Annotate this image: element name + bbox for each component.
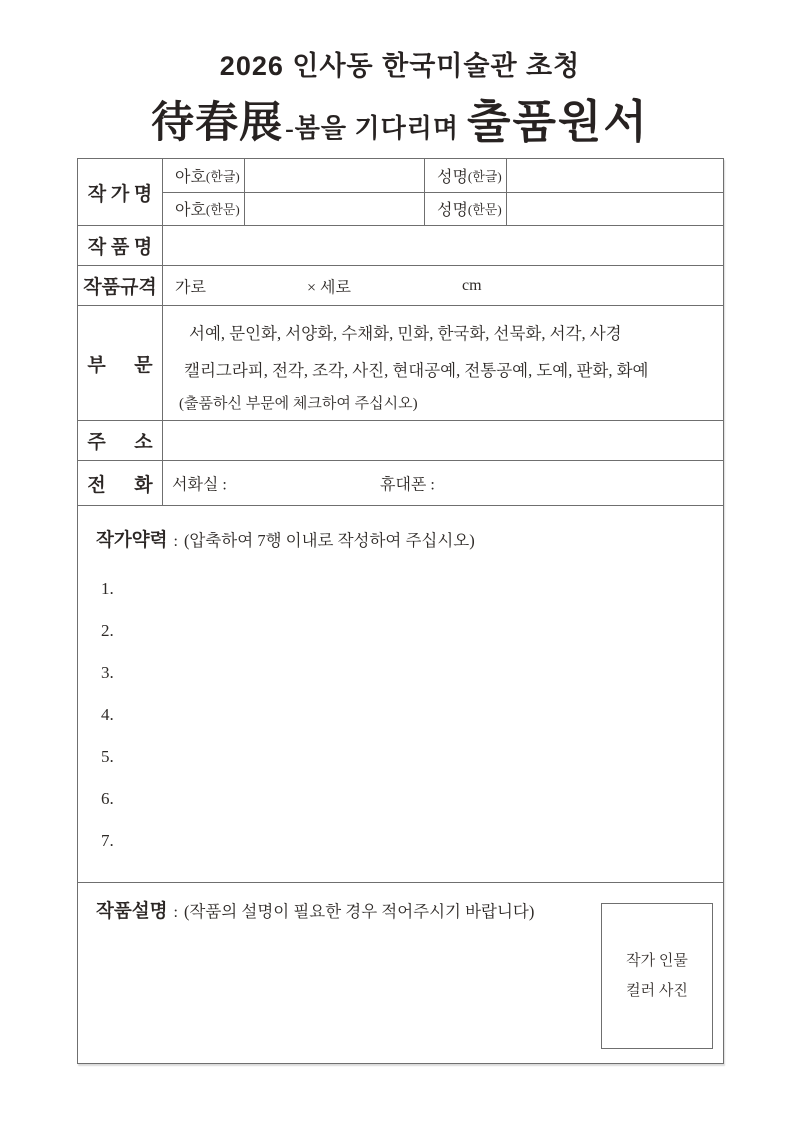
studio-phone-label: 서화실 :	[172, 476, 227, 494]
artist-name-grid	[163, 159, 723, 225]
category-label: 부 문	[78, 306, 163, 420]
width-label: 가로	[175, 279, 206, 296]
work-size-label: 작품규격	[78, 266, 163, 305]
artist-photo-box	[601, 903, 713, 1049]
title-block	[0, 44, 800, 150]
artist-name-label: 작 가 명	[78, 159, 163, 225]
penname-hangul-label	[163, 159, 245, 192]
phone-label: 전 화	[78, 461, 163, 505]
artist-bio-colon: :	[173, 533, 178, 550]
bio-numbered-lines	[96, 568, 723, 862]
bio-line-4: 4.	[101, 705, 114, 724]
title-hanja-daechunjeon: 待春展	[151, 99, 284, 147]
name-label-text: 성명	[437, 168, 468, 186]
address-label: 주 소	[78, 421, 163, 460]
penname-hangul-value	[245, 159, 425, 192]
address-row	[78, 421, 723, 461]
penname-label-text: 아호	[175, 202, 206, 220]
phone-content	[163, 461, 723, 505]
times-height-label: × 세로	[307, 279, 351, 296]
cm-unit-label: cm	[462, 276, 482, 294]
artist-bio-label: 작가약력	[96, 531, 168, 551]
work-title-value	[163, 226, 723, 265]
name-hangul-paren: (한글)	[467, 168, 502, 184]
artist-name-subrow-hangul	[163, 159, 723, 193]
bio-line-7: 7.	[101, 831, 114, 850]
work-description-content	[78, 883, 723, 1065]
penname-hanja-value	[245, 193, 425, 226]
penname-hanja-label	[163, 193, 245, 226]
bio-line-2: 2.	[101, 621, 114, 640]
name-hanja-value	[507, 193, 723, 226]
title-korean-subtitle: -봄을 기다리며	[285, 114, 459, 143]
penname-hangul-paren: (한글)	[205, 168, 240, 184]
bio-line-1: 1.	[101, 579, 114, 598]
name-hangul-label	[425, 159, 507, 192]
artist-bio-row	[78, 506, 723, 883]
category-check-note: (출품하신 부문에 체크하여 주십시오)	[179, 396, 418, 412]
bio-line-6: 6.	[101, 789, 114, 808]
artist-name-subrow-hanja	[163, 193, 723, 226]
work-description-colon: :	[173, 904, 178, 921]
category-content	[163, 306, 723, 420]
category-list-line2: 캘리그라피, 전각, 조각, 사진, 현대공예, 전통공예, 도예, 판화, 화예	[184, 361, 649, 380]
bio-line-3: 3.	[101, 663, 114, 682]
phone-row	[78, 461, 723, 506]
form-main-title	[0, 85, 800, 150]
artist-name-row	[78, 159, 723, 226]
work-description-note: (작품의 설명이 필요한 경우 적어주시기 바랍니다)	[183, 902, 535, 921]
artist-bio-header	[96, 526, 723, 552]
artist-bio-content	[78, 506, 723, 882]
address-value	[163, 421, 723, 460]
category-list-line1: 서예, 문인화, 서양화, 수채화, 민화, 한국화, 선묵화, 서각, 사경	[189, 324, 622, 343]
penname-label-text: 아호	[175, 168, 206, 186]
name-hanja-label	[425, 193, 507, 226]
name-label-text: 성명	[437, 202, 468, 220]
exhibition-invitation-subtitle: 2026 인사동 한국미술관 초청	[219, 51, 581, 81]
category-row	[78, 306, 723, 421]
name-hanja-paren: (한문)	[467, 202, 502, 218]
work-size-content	[163, 266, 723, 305]
name-hangul-value	[507, 159, 723, 192]
mobile-phone-label: 휴대폰 :	[380, 476, 435, 494]
work-description-row	[78, 883, 723, 1065]
work-size-row	[78, 266, 723, 306]
penname-hanja-paren: (한문)	[205, 202, 240, 218]
bio-line-5: 5.	[101, 747, 114, 766]
artist-bio-note: (압축하여 7행 이내로 작성하여 주십시오)	[183, 531, 475, 550]
photo-box-line1: 작가 인물	[626, 953, 688, 969]
application-form-table	[77, 158, 724, 1064]
work-title-label: 작 품 명	[78, 226, 163, 265]
photo-box-line2: 컬러 사진	[626, 983, 688, 999]
work-title-row	[78, 226, 723, 266]
work-description-label: 작품설명	[96, 902, 168, 922]
title-application-form: 출품원서	[466, 96, 649, 147]
